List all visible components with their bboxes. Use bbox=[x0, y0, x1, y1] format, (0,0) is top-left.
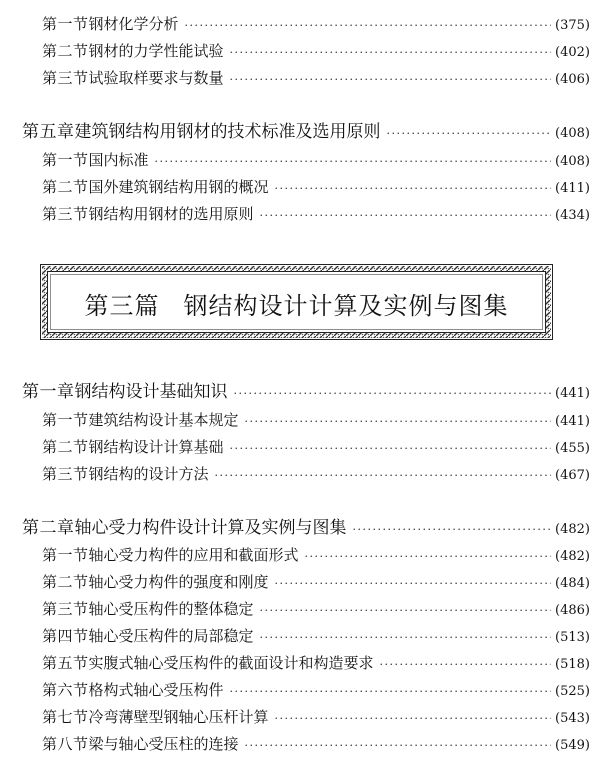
toc-section-row[interactable] bbox=[42, 706, 590, 728]
toc-chapter-row[interactable] bbox=[22, 120, 590, 144]
section-title: 钢结构设计计算基础 bbox=[88, 438, 224, 456]
page-number: (408) bbox=[555, 126, 590, 141]
section-title: 钢材化学分析 bbox=[88, 15, 179, 33]
section-number: 第二节 bbox=[42, 573, 89, 591]
page-number: (549) bbox=[555, 738, 590, 753]
dot-leader bbox=[230, 42, 552, 64]
dot-leader bbox=[275, 178, 552, 200]
dot-leader bbox=[230, 681, 552, 703]
page-number: (402) bbox=[555, 45, 590, 60]
chapter-title: 建筑钢结构用钢材的技术标准及选用原则 bbox=[74, 122, 381, 142]
section-title: 建筑结构设计基本规定 bbox=[88, 411, 239, 429]
dot-leader bbox=[234, 382, 552, 406]
dot-leader bbox=[260, 600, 552, 622]
chapter-number: 第一章 bbox=[22, 382, 75, 402]
section-number: 第二节 bbox=[42, 42, 89, 60]
toc-section-row[interactable] bbox=[42, 598, 590, 620]
section-number: 第一节 bbox=[42, 546, 89, 564]
part-banner[interactable] bbox=[40, 264, 553, 340]
page-number: (525) bbox=[555, 684, 590, 699]
section-title: 梁与轴心受压柱的连接 bbox=[88, 735, 239, 753]
section-title: 格构式轴心受压构件 bbox=[88, 681, 224, 699]
section-number: 第一节 bbox=[42, 151, 89, 169]
part-number: 第三篇 bbox=[84, 292, 160, 320]
chapter-number: 第二章 bbox=[22, 518, 75, 538]
page-number: (482) bbox=[555, 549, 590, 564]
toc-section-row[interactable] bbox=[42, 149, 590, 171]
toc-section-row[interactable] bbox=[42, 733, 590, 755]
page-number: (513) bbox=[555, 630, 590, 645]
dot-leader bbox=[245, 735, 552, 757]
toc-section-row[interactable] bbox=[42, 409, 590, 431]
toc-section-row[interactable] bbox=[42, 544, 590, 566]
dot-leader bbox=[305, 546, 552, 568]
page-number: (441) bbox=[555, 414, 590, 429]
section-number: 第三节 bbox=[42, 465, 89, 483]
dot-leader bbox=[353, 518, 552, 542]
toc-section-row[interactable] bbox=[42, 625, 590, 647]
section-title: 轴心受力构件的强度和刚度 bbox=[88, 573, 269, 591]
page-number: (467) bbox=[555, 468, 590, 483]
page-number: (543) bbox=[555, 711, 590, 726]
dot-leader bbox=[245, 411, 552, 433]
section-title: 钢结构用钢材的选用原则 bbox=[88, 205, 254, 223]
dot-leader bbox=[215, 465, 552, 487]
toc-section-row[interactable] bbox=[42, 436, 590, 458]
page-number: (482) bbox=[555, 522, 590, 537]
toc-section-row[interactable] bbox=[42, 679, 590, 701]
page-number: (484) bbox=[555, 576, 590, 591]
page-number: (486) bbox=[555, 603, 590, 618]
dot-leader bbox=[185, 15, 552, 37]
dot-leader bbox=[387, 122, 552, 146]
section-number: 第三节 bbox=[42, 600, 89, 618]
section-title: 实腹式轴心受压构件的截面设计和构造要求 bbox=[88, 654, 374, 672]
section-title: 轴心受压构件的局部稳定 bbox=[88, 627, 254, 645]
dot-leader bbox=[260, 627, 552, 649]
page-number: (406) bbox=[555, 72, 590, 87]
page-number: (455) bbox=[555, 441, 590, 456]
toc-section-row[interactable] bbox=[42, 203, 590, 225]
section-number: 第三节 bbox=[42, 205, 89, 223]
page-number: (518) bbox=[555, 657, 590, 672]
part-name: 钢结构设计计算及实例与图集 bbox=[183, 292, 509, 320]
dot-leader bbox=[380, 654, 552, 676]
page-number: (434) bbox=[555, 208, 590, 223]
dot-leader bbox=[230, 438, 552, 460]
section-number: 第五节 bbox=[42, 654, 89, 672]
toc-section-row[interactable] bbox=[42, 463, 590, 485]
chapter-title: 钢结构设计基础知识 bbox=[74, 382, 228, 402]
toc-section-row[interactable] bbox=[42, 652, 590, 674]
section-number: 第一节 bbox=[42, 15, 89, 33]
section-number: 第二节 bbox=[42, 178, 89, 196]
part-title bbox=[40, 286, 553, 321]
chapter-number: 第五章 bbox=[22, 122, 75, 142]
page-number: (375) bbox=[555, 18, 590, 33]
section-title: 轴心受压构件的整体稳定 bbox=[88, 600, 254, 618]
dot-leader bbox=[155, 151, 552, 173]
dot-leader bbox=[275, 708, 552, 730]
dot-leader bbox=[230, 69, 552, 91]
toc-chapter-row[interactable] bbox=[22, 516, 590, 540]
section-number: 第二节 bbox=[42, 438, 89, 456]
section-number: 第三节 bbox=[42, 69, 89, 87]
section-title: 试验取样要求与数量 bbox=[88, 69, 224, 87]
page-number: (441) bbox=[555, 386, 590, 401]
toc-chapter-row[interactable] bbox=[22, 380, 590, 404]
page-number: (411) bbox=[555, 181, 590, 196]
chapter-title: 轴心受力构件设计计算及实例与图集 bbox=[74, 518, 347, 538]
dot-leader bbox=[260, 205, 552, 227]
section-title: 国外建筑钢结构用钢的概况 bbox=[88, 178, 269, 196]
section-number: 第八节 bbox=[42, 735, 89, 753]
section-title: 钢材的力学性能试验 bbox=[88, 42, 224, 60]
section-number: 第四节 bbox=[42, 627, 89, 645]
dot-leader bbox=[275, 573, 552, 595]
section-title: 国内标准 bbox=[88, 151, 149, 169]
toc-section-row[interactable] bbox=[42, 176, 590, 198]
toc-section-row[interactable] bbox=[42, 13, 590, 35]
section-number: 第一节 bbox=[42, 411, 89, 429]
section-title: 钢结构的设计方法 bbox=[88, 465, 209, 483]
toc-section-row[interactable] bbox=[42, 67, 590, 89]
toc-section-row[interactable] bbox=[42, 571, 590, 593]
section-number: 第六节 bbox=[42, 681, 89, 699]
section-title: 轴心受力构件的应用和截面形式 bbox=[88, 546, 299, 564]
toc-section-row[interactable] bbox=[42, 40, 590, 62]
section-title: 冷弯薄壁型钢轴心压杆计算 bbox=[88, 708, 269, 726]
section-number: 第七节 bbox=[42, 708, 89, 726]
page-number: (408) bbox=[555, 154, 590, 169]
